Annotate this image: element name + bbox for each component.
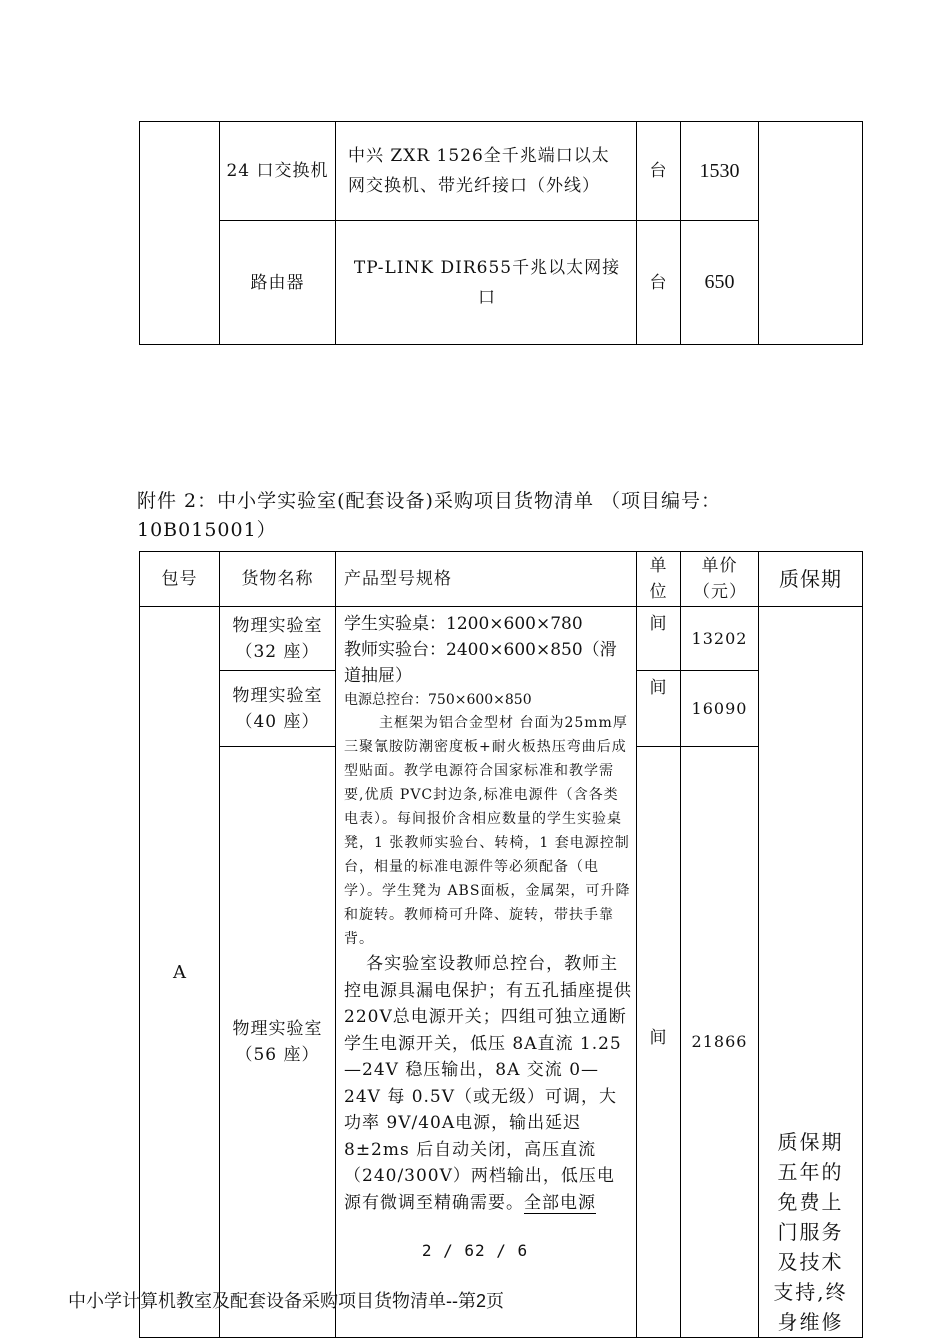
item-spec-cell <box>336 607 637 1338</box>
spec-line: 学生实验桌：1200×600×780 <box>344 614 583 634</box>
table-row <box>140 122 863 221</box>
package-cell: A <box>140 607 220 1338</box>
item-unit-cell: 台 <box>637 122 681 221</box>
page-footer: 中小学计算机教室及配套设备采购项目货物清单--第2页 <box>68 1291 504 1311</box>
warranty-cell <box>759 122 863 345</box>
page-indicator: 2 / 62 / 6 <box>421 1241 529 1260</box>
item-name-cell: 物理实验室（40 座） <box>220 671 336 747</box>
item-price-cell: 650 <box>681 221 759 345</box>
item-price-cell: 16090 <box>681 671 759 747</box>
item-spec-cell: 中兴 ZXR 1526全千兆端口以太网交换机、带光纤接口（外线） <box>336 122 637 221</box>
attachment-caption: 附件 2：中小学实验室(配套设备)采购项目货物清单 （项目编号：10B015001） <box>137 490 721 541</box>
header-price: 单价（元） <box>681 552 759 607</box>
item-name-cell: 物理实验室（32 座） <box>220 607 336 671</box>
item-price-cell: 13202 <box>681 607 759 671</box>
spec-paragraph: 主框架为铝合金型材 台面为25mm厚三聚氰胺防潮密度板+耐火板热压弯曲后成型贴面。教学电源符合国家标准和教学需要,优质 PVC封边条,标准电源件（含各类电表）。每间报价含相应数量的学生实验桌凳，1 张教师实验台、转椅，1 套电源控制台，相量的标准电源件等必须配备（电学）。学生凳为 ABS面板，金属架，可升降和旋转。教师椅可升降、旋转，带扶手靠背。 <box>344 715 631 947</box>
item-unit-cell: 间 <box>637 747 681 1338</box>
item-price-cell: 21866 <box>681 747 759 1338</box>
item-unit-cell: 台 <box>637 221 681 345</box>
table-header-row <box>140 552 863 607</box>
warranty-cell: 质保期五年的免费上门服务及技术支持,终身维修 <box>759 607 863 1338</box>
item-price-cell: 1530 <box>681 122 759 221</box>
item-unit-cell: 间 <box>637 671 681 747</box>
item-name-cell: 路由器 <box>220 221 336 345</box>
spec-paragraph: 各实验室设教师总控台，教师主控电源具漏电保护；有五孔插座提供 220V总电源开关；四组可独立通断学生电源开关，低压 8A直流 1.25—24V 稳压输出，8A 交流 0—24V 每 0.5V（或无级）可调，大功率 9V/40A电源，输出延迟 8±2ms 后自动关闭，高压直流（240/300V）两档输出，低压电源有微调至精确需要。全部电源 <box>344 954 632 1213</box>
table-row <box>140 607 863 671</box>
header-package: 包号 <box>140 552 220 607</box>
header-warranty: 质保期 <box>759 552 863 607</box>
lab-equipment-table <box>139 551 863 1338</box>
header-name: 货物名称 <box>220 552 336 607</box>
header-unit: 单位 <box>637 552 681 607</box>
item-name-cell: 物理实验室（56 座） <box>220 747 336 1338</box>
item-spec-cell: TP-LINK DIR655千兆以太网接口 <box>336 221 637 345</box>
spec-line: 电源总控台：750×600×850 <box>344 692 532 708</box>
item-unit-cell: 间 <box>637 607 681 671</box>
header-spec: 产品型号规格 <box>336 552 637 607</box>
equipment-table-continued <box>139 121 863 345</box>
table-row <box>140 221 863 345</box>
package-cell <box>140 122 220 345</box>
spec-line: 教师实验台：2400×600×850（滑道抽屉） <box>344 640 617 686</box>
item-name-cell: 24 口交换机 <box>220 122 336 221</box>
